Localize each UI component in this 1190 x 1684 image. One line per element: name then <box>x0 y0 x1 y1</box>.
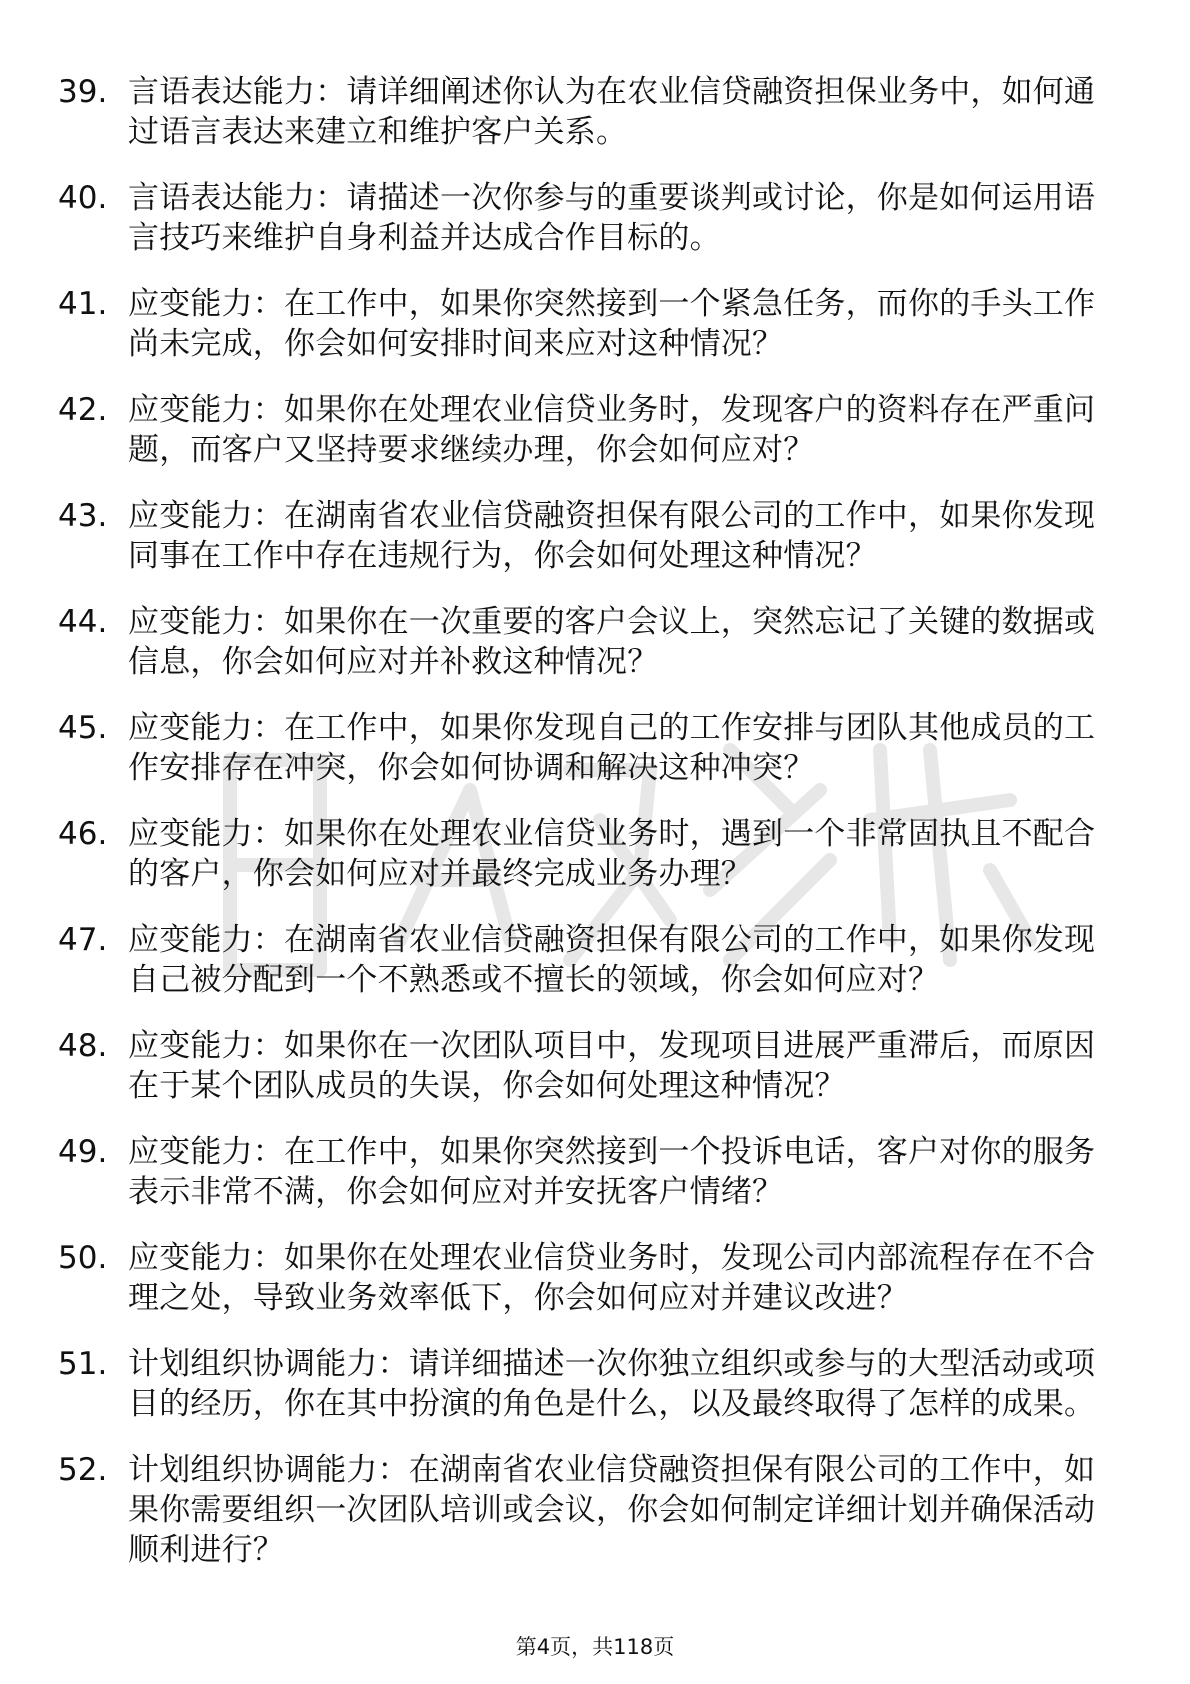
question-item <box>58 1132 1108 1212</box>
question-item <box>58 284 1108 364</box>
question-number: 51. <box>58 1346 108 1382</box>
question-number: 42. <box>58 392 108 428</box>
question-item <box>58 1450 1108 1570</box>
question-text: 应变能力：如果你在一次团队项目中，发现项目进展严重滞后，而原因在于某个团队成员的失误，你会如何处理这种情况？ <box>128 1028 1096 1104</box>
question-number: 46. <box>58 816 108 852</box>
question-number: 49. <box>58 1134 108 1170</box>
question-number: 50. <box>58 1240 108 1276</box>
question-number: 52. <box>58 1452 108 1488</box>
question-item <box>58 72 1108 152</box>
question-item <box>58 814 1108 894</box>
question-number: 43. <box>58 498 108 534</box>
question-text: 应变能力：如果你在处理农业信贷业务时，发现客户的资料存在严重问题，而客户又坚持要求继续办理，你会如何应对？ <box>128 392 1096 468</box>
question-number: 41. <box>58 286 108 322</box>
page-number-label: 第4页，共118页 <box>515 1635 675 1659</box>
question-text: 应变能力：在湖南省农业信贷融资担保有限公司的工作中，如果你发现同事在工作中存在违规行为，你会如何处理这种情况？ <box>128 498 1096 574</box>
question-item <box>58 390 1108 470</box>
question-text: 应变能力：如果你在一次重要的客户会议上，突然忘记了关键的数据或信息，你会如何应对并补救这种情况？ <box>128 604 1096 680</box>
question-text: 言语表达能力：请描述一次你参与的重要谈判或讨论，你是如何运用语言技巧来维护自身利益并达成合作目标的。 <box>128 180 1096 256</box>
question-item <box>58 1238 1108 1318</box>
question-number: 44. <box>58 604 108 640</box>
question-number: 45. <box>58 710 108 746</box>
question-text: 应变能力：在湖南省农业信贷融资担保有限公司的工作中，如果你发现自己被分配到一个不熟悉或不擅长的领域，你会如何应对？ <box>128 922 1096 998</box>
question-item <box>58 1026 1108 1106</box>
question-item <box>58 920 1108 1000</box>
question-number: 39. <box>58 74 108 110</box>
question-item <box>58 602 1108 682</box>
question-text: 计划组织协调能力：在湖南省农业信贷融资担保有限公司的工作中，如果你需要组织一次团队培训或会议，你会如何制定详细计划并确保活动顺利进行？ <box>128 1452 1096 1568</box>
question-item <box>58 496 1108 576</box>
question-text: 计划组织协调能力：请详细描述一次你独立组织或参与的大型活动或项目的经历，你在其中扮演的角色是什么，以及最终取得了怎样的成果。 <box>128 1346 1096 1422</box>
question-text: 应变能力：在工作中，如果你突然接到一个投诉电话，客户对你的服务表示非常不满，你会如何应对并安抚客户情绪？ <box>128 1134 1096 1210</box>
question-number: 40. <box>58 180 108 216</box>
question-item <box>58 708 1108 788</box>
question-list <box>58 72 1108 1596</box>
question-item <box>58 178 1108 258</box>
question-text: 应变能力：在工作中，如果你突然接到一个紧急任务，而你的手头工作尚未完成，你会如何安排时间来应对这种情况？ <box>128 286 1096 362</box>
question-text: 应变能力：如果你在处理农业信贷业务时，发现公司内部流程存在不合理之处，导致业务效率低下，你会如何应对并建议改进？ <box>128 1240 1096 1316</box>
question-text: 应变能力：在工作中，如果你发现自己的工作安排与团队其他成员的工作安排存在冲突，你会如何协调和解决这种冲突？ <box>128 710 1096 786</box>
question-item <box>58 1344 1108 1424</box>
question-text: 应变能力：如果你在处理农业信贷业务时，遇到一个非常固执且不配合的客户，你会如何应对并最终完成业务办理？ <box>128 816 1096 892</box>
question-text: 言语表达能力：请详细阐述你认为在农业信贷融资担保业务中，如何通过语言表达来建立和维护客户关系。 <box>128 74 1096 150</box>
question-number: 47. <box>58 922 108 958</box>
question-number: 48. <box>58 1028 108 1064</box>
page-footer <box>0 1633 1190 1661</box>
